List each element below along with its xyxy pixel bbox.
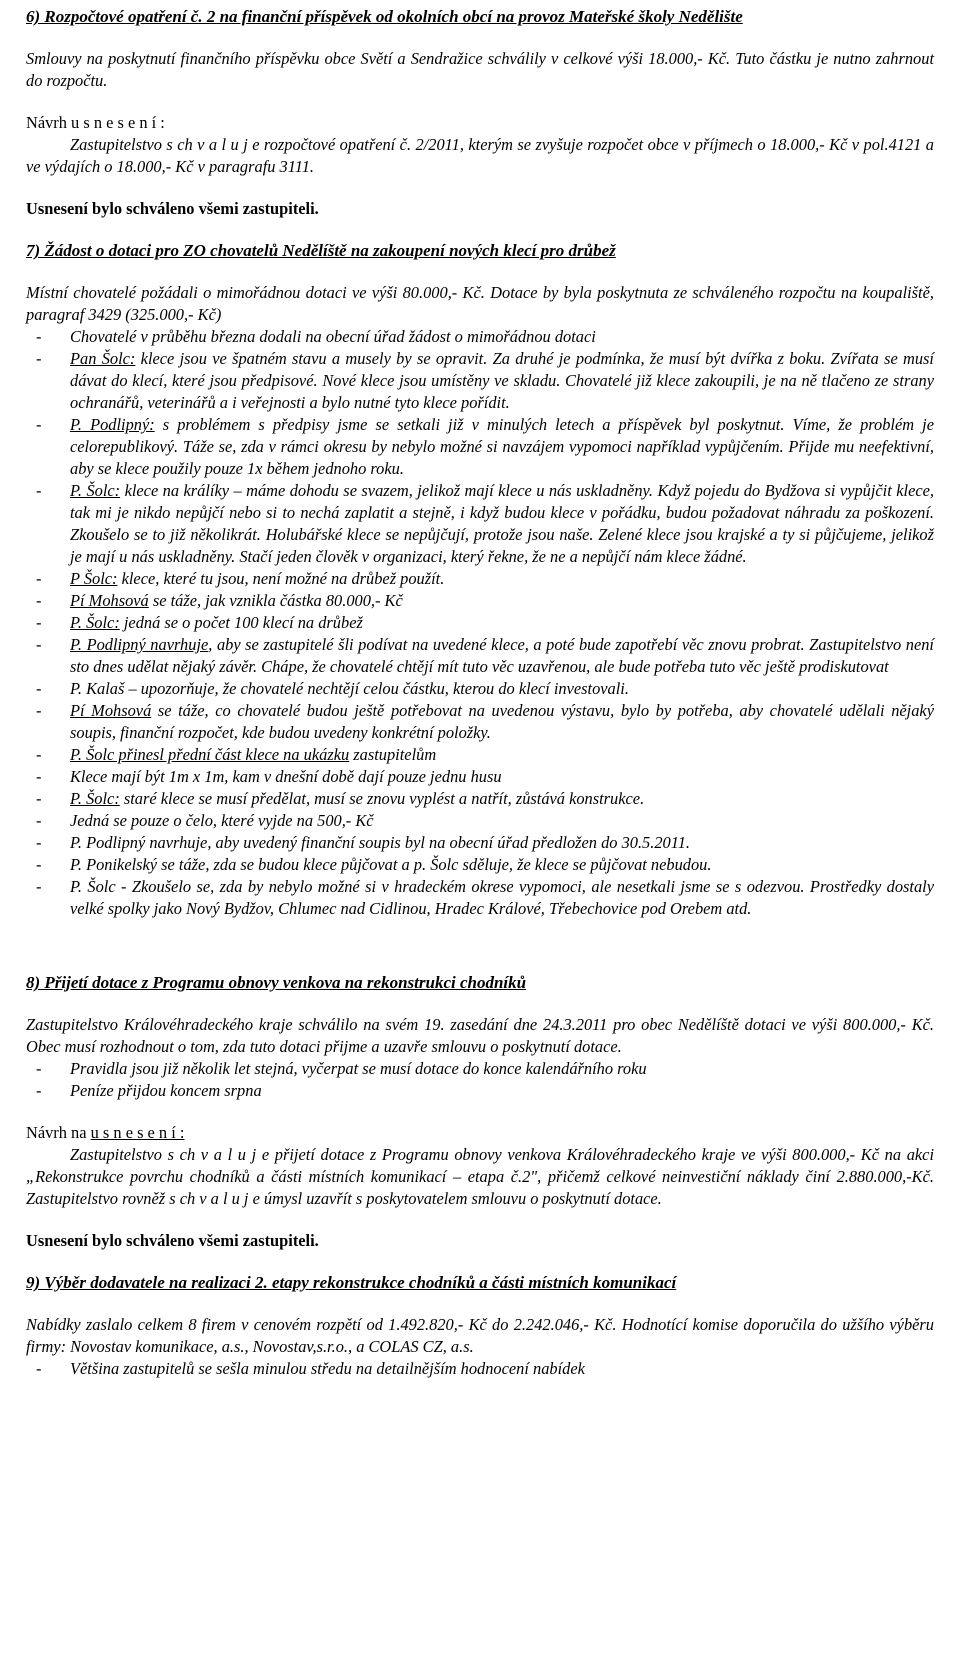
list-item [26, 788, 934, 810]
section-9-heading: 9) Výběr dodavatele na realizaci 2. etapy rekonstrukce chodníků a části místních komunikací [26, 1273, 677, 1292]
list-item-text: Chovatelé v průběhu března dodali na obecní úřad žádost o mimořádnou dotaci [70, 327, 596, 346]
section-6-heading: 6) Rozpočtové opatření č. 2 na finanční příspěvek od okolních obcí na provoz Mateřské školy Nedělište [26, 7, 743, 26]
list-item-text: zastupitelům [349, 745, 437, 764]
dash-bullet: - [36, 811, 42, 830]
list-item [26, 326, 934, 348]
dash-bullet: - [36, 327, 42, 346]
dash-bullet: - [36, 1359, 42, 1378]
list-item-speaker: P. Šolc: [70, 613, 120, 632]
section-8-heading: 8) Přijetí dotace z Programu obnovy venkova na rekonstrukci chodníků [26, 973, 527, 992]
dash-bullet: - [36, 1081, 42, 1100]
list-item-text: P. Kalaš – upozorňuje, že chovatelé nechtějí celou částku, kterou do klecí investovali. [70, 679, 629, 698]
section-8-approved: Usnesení bylo schváleno všemi zastupiteli. [26, 1231, 319, 1250]
list-item-text: Jedná se pouze o čelo, které vyjde na 500,- Kč [70, 811, 374, 830]
dash-bullet: - [36, 591, 42, 610]
section-8 [26, 972, 934, 1252]
list-item-speaker: P. Podlipný navrhuje [70, 635, 209, 654]
dash-bullet: - [36, 349, 42, 368]
section-6-text: Smlouvy na poskytnutí finančního příspěvku obce Světí a Sendražice schválily v celkové výši 18.000,- Kč. Tuto částku je nutno zahrnout do rozpočtu. [26, 49, 934, 90]
list-item [26, 1080, 934, 1102]
section-8-list [26, 1058, 934, 1102]
list-item [26, 678, 934, 700]
dash-bullet: - [36, 855, 42, 874]
list-item-text: Pravidla jsou již několik let stejná, vyčerpat se musí dotace do konce kalendářního roku [70, 1059, 647, 1078]
list-item [26, 766, 934, 788]
dash-bullet: - [36, 679, 42, 698]
dash-bullet: - [36, 613, 42, 632]
section-6-proposal-label: Návrh u s n e s e n í : [26, 113, 165, 132]
dash-bullet: - [36, 767, 42, 786]
list-item-text: Klece mají být 1m x 1m, kam v dnešní době dají pouze jednu husu [70, 767, 502, 786]
list-item-speaker: P Šolc: [70, 569, 118, 588]
list-item-speaker: Pan Šolc: [70, 349, 136, 368]
section-6 [26, 6, 934, 220]
section-9-text: Nabídky zaslalo celkem 8 firem v cenovém rozpětí od 1.492.820,- Kč do 2.242.046,- Kč. Hodnotící komise doporučila do užšího výběru firmy: Novostav komunikace, a.s., Novostav,s.r.o., a COLAS CZ, a.s. [26, 1315, 934, 1356]
dash-bullet: - [36, 745, 42, 764]
list-item-text: se táže, co chovatelé budou ještě potřebovat na uvedenou výstavu, bylo by potřeba, aby chovatelé udělali nějaký soupis, finanční rozpočet, kde budou uvedeny konkrétní položky. [70, 701, 934, 742]
list-item-text: P. Ponikelský se táže, zda se budou klece půjčovat a p. Šolc sděluje, že klece se půjčovat nebudou. [70, 855, 712, 874]
section-7-text: Místní chovatelé požádali o mimořádnou dotaci ve výši 80.000,- Kč. Dotace by byla poskytnuta ze schváleného rozpočtu na koupaliště, paragraf 3429 (325.000,- Kč) [26, 283, 934, 324]
list-item [26, 854, 934, 876]
dash-bullet: - [36, 1059, 42, 1078]
section-7-discussion-list [26, 326, 934, 920]
list-item-speaker: P. Šolc přinesl přední část klece na ukázku [70, 745, 350, 764]
dash-bullet: - [36, 569, 42, 588]
list-item-text: se táže, jak vznikla částka 80.000,- Kč [148, 591, 403, 610]
list-item [26, 876, 934, 920]
list-item [26, 700, 934, 744]
list-item-speaker: Pí Mohsová [70, 701, 152, 720]
dash-bullet: - [36, 789, 42, 808]
section-6-resolution: Zastupitelstvo s ch v a l u j e rozpočtové opatření č. 2/2011, kterým se zvyšuje rozpočet obce v příjmech o 18.000,- Kč v pol.4121 a ve výdajích o 18.000,- Kč v paragrafu 3111. [26, 135, 934, 176]
dash-bullet: - [36, 877, 42, 896]
list-item [26, 480, 934, 568]
list-item [26, 1058, 934, 1080]
list-item-speaker: P. Šolc: [70, 481, 121, 500]
section-6-approved: Usnesení bylo schváleno všemi zastupiteli. [26, 199, 319, 218]
list-item-text: klece jsou ve špatném stavu a musely by se opravit. Za druhé je podmínka, že musí být dvířka z boku. Zvířata se musí dávat do klecí, které jsou předpisové. Nové klece jsou umístěny ve skladu. Chovatelé již klece zakoupili, je na ně tlačeno ze strany ochranářů, veterinářů a i veřejnosti a bylo nutné tyto klece pořídit. [70, 349, 934, 412]
section-7-heading: 7) Žádost o dotaci pro ZO chovatelů Nedělíště na zakoupení nových klecí pro drůbež [26, 241, 616, 260]
list-item-text: , aby se zastupitelé šli podívat na uvedené klece, a poté bude zapotřebí věc znovu probrat. Zastupitelstvo není sto dnes udělat nějaký závěr. Chápe, že chovatelé chtějí mít tuto věc uzavřenou, ale bude potřeba tuto věc ještě prodiskutovat [70, 635, 934, 676]
list-item [26, 744, 934, 766]
list-item-text: jedná se o počet 100 klecí na drůbež [119, 613, 363, 632]
list-item-speaker: P. Podlipný: [70, 415, 155, 434]
dash-bullet: - [36, 481, 42, 500]
list-item-text: P. Šolc - Zkoušelo se, zda by nebylo možné si v hradeckém okrese vypomoci, ale nesetkali jsme se s odezvou. Prostředky dostaly velké spolky jako Nový Bydžov, Chlumec nad Cidlinou, Hradec Králové, Třebechovice pod Orebem atd. [70, 877, 934, 918]
list-item-text: Většina zastupitelů se sešla minulou středu na detailnějším hodnocení nabídek [70, 1359, 585, 1378]
list-item-text: P. Podlipný navrhuje, aby uvedený finanční soupis byl na obecní úřad předložen do 30.5.2011. [70, 833, 691, 852]
section-8-text: Zastupitelstvo Královéhradeckého kraje schválilo na svém 19. zasedání dne 24.3.2011 pro obec Nedělíště dotaci ve výši 800.000,- Kč. Obec musí rozhodnout o tom, zda tuto dotaci přijme a uzavře smlouvu o poskytnutí dotace. [26, 1015, 934, 1056]
list-item [26, 634, 934, 678]
list-item [26, 590, 934, 612]
list-item-text: staré klece se musí předělat, musí se znovu vyplést a natřít, zůstává konstrukce. [119, 789, 645, 808]
list-item-speaker: P. Šolc: [70, 789, 120, 808]
section-9 [26, 1272, 934, 1380]
list-item-text: klece, které tu jsou, není možné na drůbež použít. [117, 569, 445, 588]
list-item-text: s problémem s předpisy jsme se setkali již v minulých letech a příspěvek byl poskytnut. Víme, že problém je celorepublikový. Táže se, zda v rámci okresu by nebylo možné si navzájem vypomoci například vypůjčením. Přijde mu neefektivní, aby se klece použily pouze 1x během jednoho roku. [70, 415, 934, 478]
section-8-resolution: Zastupitelstvo s ch v a l u j e přijetí dotace z Programu obnovy venkova Královéhradeckého kraje ve výši 800.000,- Kč na akci „Rekonstrukce povrchu chodníků a části místních komunikací – etapa č.2", přičemž celkové neinvestiční náklady činí 2.880.000,-Kč. Zastupitelstvo rovněž s ch v a l u j e úmysl uzavřít s poskytovatelem smlouvu o poskytnutí dotace. [26, 1145, 934, 1208]
dash-bullet: - [36, 415, 42, 434]
list-item [26, 568, 934, 590]
dash-bullet: - [36, 635, 42, 654]
list-item-speaker: Pí Mohsová [70, 591, 149, 610]
list-item-text: klece na králíky – máme dohodu se svazem, jelikož mají klece u nás uskladněny. Když pojedu do Bydžova si vypůjčit klece, tak mi je nikdo nepůjčí nebo si to nechá zaplatit a stejně, i když budou klece v pořádku, budou požadovat náhradu za poškození. Zkoušelo se to již několikrát. Holubářské klece se nepůjčují, protože jsou naše. Zelené klece jsou krajské a ty si půjčujeme, jelikož je mají u nás uskladněny. Stačí jeden člověk v organizaci, který řekne, že ne a nepůjčí nám klece žádné. [70, 481, 934, 566]
list-item [26, 348, 934, 414]
dash-bullet: - [36, 833, 42, 852]
section-9-list [26, 1358, 934, 1380]
section-8-proposal-label: Návrh na u s n e s e n í : [26, 1123, 185, 1142]
dash-bullet: - [36, 701, 42, 720]
list-item [26, 1358, 934, 1380]
list-item [26, 810, 934, 832]
list-item [26, 414, 934, 480]
list-item [26, 832, 934, 854]
section-7 [26, 240, 934, 920]
list-item [26, 612, 934, 634]
list-item-text: Peníze přijdou koncem srpna [70, 1081, 262, 1100]
